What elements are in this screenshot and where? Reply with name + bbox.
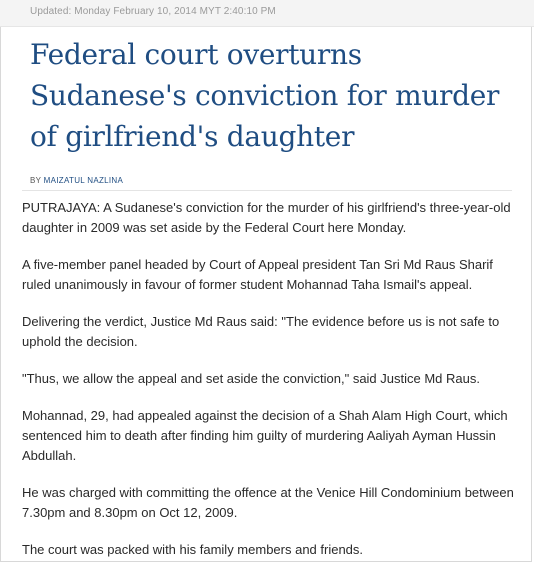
paragraph: A five-member panel headed by Court of Appeal president Tan Sri Md Raus Sharif ruled unanimously in favour of former student Mohannad Taha Ismail's appeal.: [22, 257, 493, 292]
paragraph: PUTRAJAYA: A Sudanese's conviction for the murder of his girlfriend's three-year-old daughter in 2009 was set aside by the Federal Court here Monday.: [22, 200, 511, 235]
updated-timestamp: Updated: Monday February 10, 2014 MYT 2:40:10 PM: [30, 6, 276, 17]
paragraph: The court was packed with his family members and friends.: [22, 542, 364, 557]
paragraph: "Thus, we allow the appeal and set aside the conviction," said Justice Md Raus.: [22, 371, 480, 386]
article-headline: Federal court overturns Sudanese's conviction for murder of girlfriend's daughter: [30, 38, 500, 153]
byline-divider: [22, 190, 512, 191]
paragraph: Delivering the verdict, Justice Md Raus said: "The evidence before us is not safe to uphold the decision.: [22, 314, 500, 349]
paragraph: Mohannad, 29, had appealed against the decision of a Shah Alam High Court, which sentenced him to death after finding him guilty of murdering Aaliyah Ayman Hussin Abdullah.: [22, 408, 508, 463]
byline-author-link[interactable]: MAIZATUL NAZLINA: [43, 176, 124, 185]
article-body: [22, 198, 522, 577]
byline-prefix: BY: [30, 176, 42, 185]
updated-bar: [0, 0, 534, 27]
byline: [30, 176, 123, 185]
paragraph: He was charged with committing the offence at the Venice Hill Condominium between 7.30pm and 8.30pm on Oct 12, 2009.: [22, 485, 514, 520]
